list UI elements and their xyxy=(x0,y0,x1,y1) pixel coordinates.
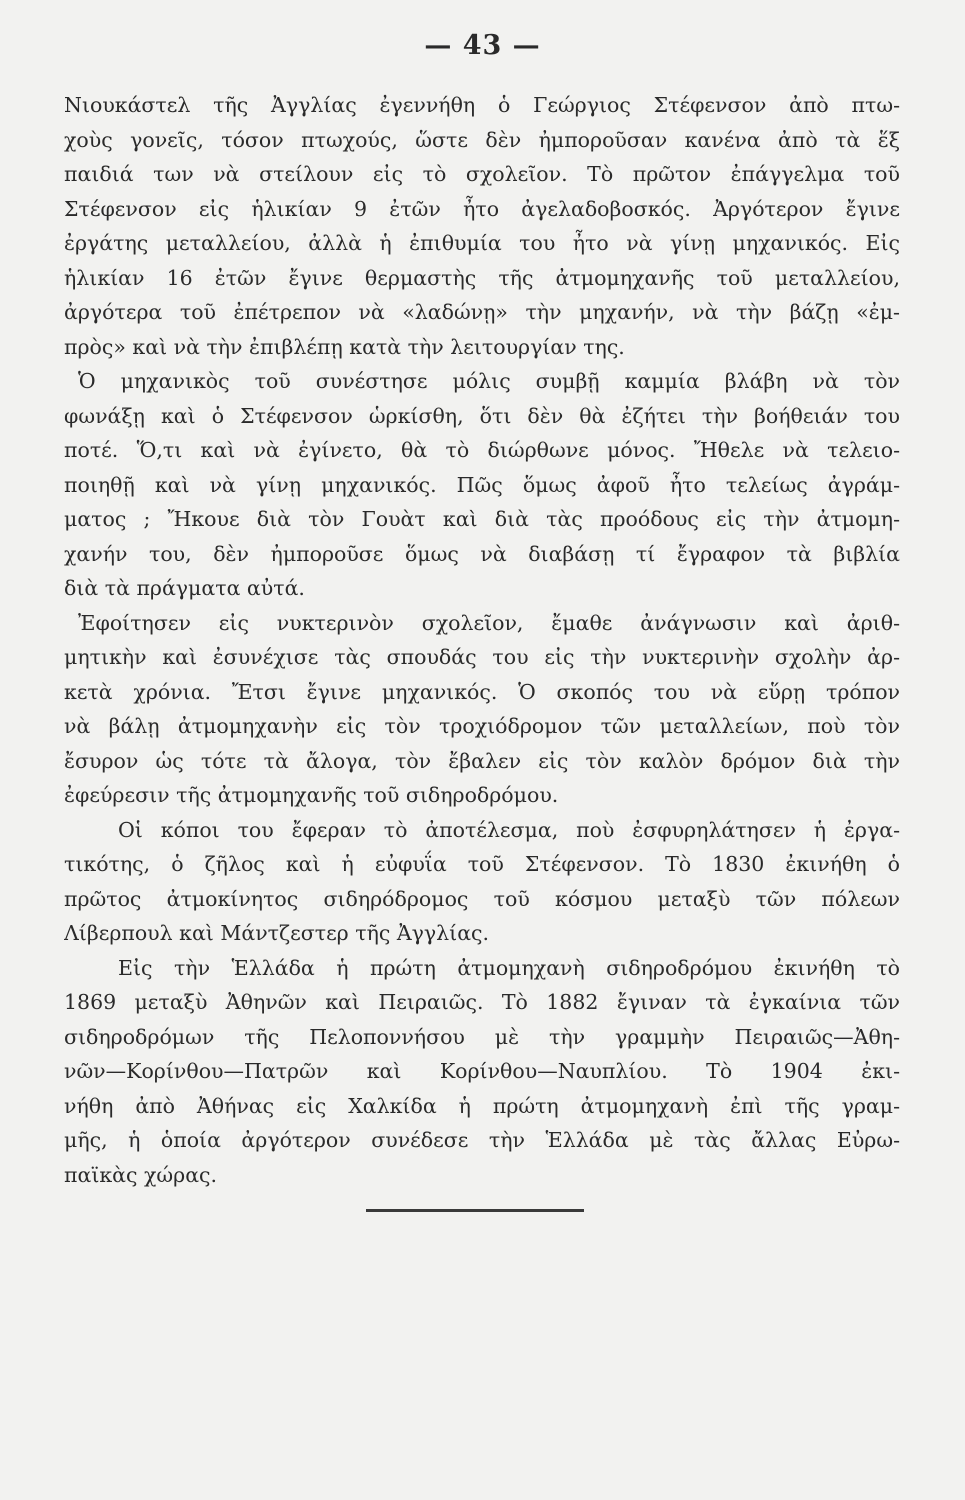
text-line: Στέφενσον εἰς ἡλικίαν 9 ἐτῶν ἦτο ἀγελαδοβοσκός. Ἀργότερον ἔγινε xyxy=(64,196,900,221)
text-line: ἡλικίαν 16 ἐτῶν ἔγινε θερμαστὴς τῆς ἀτμομηχανῆς τοῦ μεταλλείου, xyxy=(64,265,900,290)
text-line: ἔσυρον ὡς τότε τὰ ἄλογα, τὸν ἔβαλεν εἰς τὸν καλὸν δρόμον διὰ τὴν xyxy=(64,748,900,773)
text-line: χοὺς γονεῖς, τόσον πτωχούς, ὥστε δὲν ἠμποροῦσαν κανένα ἀπὸ τὰ ἕξ xyxy=(64,127,900,152)
text-line: πρὸς» καὶ νὰ τὴν ἐπιβλέπῃ κατὰ τὴν λειτουργίαν της. xyxy=(64,334,625,359)
text-line: ἐφεύρεσιν τῆς ἀτμομηχανῆς τοῦ σιδηροδρόμου. xyxy=(64,783,559,807)
text-line: ἐργάτης μεταλλείου, ἀλλὰ ἡ ἐπιθυμία του ἦτο νὰ γίνῃ μηχανικός. Εἰς xyxy=(64,231,900,255)
text-line: νήθη ἀπὸ Ἀθήνας εἰς Χαλκίδα ἡ πρώτη ἀτμομηχανὴ ἐπὶ τῆς γραμ- xyxy=(64,1093,900,1118)
text-line: Οἱ κόποι του ἔφεραν τὸ ἀποτέλεσμα, ποὺ ἐσφυρηλάτησεν ἡ ἐργα- xyxy=(118,817,900,842)
text-line: μητικὴν καὶ ἐσυνέχισε τὰς σπουδάς του εἰς τὴν νυκτερινὴν σχολὴν ἀρ- xyxy=(64,645,900,669)
text-line: ποτέ. Ὅ,τι καὶ νὰ ἐγίνετο, θὰ τὸ διώρθωνε μόνος. Ἤθελε νὰ τελειο- xyxy=(64,438,900,462)
text-line: πρῶτος ἀτμοκίνητος σιδηρόδρομος τοῦ κόσμου μεταξὺ τῶν πόλεων xyxy=(64,886,900,911)
text-line: Ἐφοίτησεν εἰς νυκτερινὸν σχολεῖον, ἔμαθε ἀνάγνωσιν καὶ ἀριθ- xyxy=(78,610,900,635)
end-divider xyxy=(366,1209,584,1212)
text-line: Ὁ μηχανικὸς τοῦ συνέστησε μόλις συμβῇ καμμία βλάβη νὰ τὸν xyxy=(78,369,900,393)
text-line: παιδιά των νὰ στείλουν εἰς τὸ σχολεῖον. Τὸ πρῶτον ἐπάγγελμα τοῦ xyxy=(64,162,900,186)
text-line: τικότης, ὁ ζῆλος καὶ ἡ εὐφυΐα τοῦ Στέφενσον. Τὸ 1830 ἐκινήθη ὁ xyxy=(64,852,900,876)
text-line: διὰ τὰ πράγματα αὐτά. xyxy=(64,576,305,600)
text-line: Εἰς τὴν Ἑλλάδα ἡ πρώτη ἀτμομηχανὴ σιδηροδρόμου ἐκινήθη τὸ xyxy=(118,955,900,980)
text-line: φωνάξῃ καὶ ὁ Στέφενσον ὡρκίσθη, ὅτι δὲν θὰ ἐζήτει τὴν βοήθειάν του xyxy=(64,403,900,428)
page-number: — 43 — xyxy=(424,30,541,61)
text-line: μῆς, ἡ ὁποία ἀργότερον συνέδεσε τὴν Ἑλλάδα μὲ τὰς ἄλλας Εὐρω- xyxy=(64,1128,900,1152)
text-line: ποιηθῇ καὶ νὰ γίνῃ μηχανικός. Πῶς ὅμως ἀφοῦ ἦτο τελείως ἀγράμ- xyxy=(64,472,900,497)
text-line: νῶν—Κορίνθου—Πατρῶν καὶ Κορίνθου—Ναυπλίου. Τὸ 1904 ἐκι- xyxy=(64,1059,900,1083)
text-line: χανήν του, δὲν ἠμποροῦσε ὅμως νὰ διαβάσῃ τί ἔγραφον τὰ βιβλία xyxy=(64,541,900,566)
text-line: ἀργότερα τοῦ ἐπέτρεπον νὰ «λαδώνῃ» τὴν μηχανήν, νὰ τὴν βάζῃ «ἐμ- xyxy=(64,300,900,324)
text-line: νὰ βάλῃ ἀτμομηχανὴν εἰς τὸν τροχιόδρομον τῶν μεταλλείων, ποὺ τὸν xyxy=(64,714,900,738)
body-text xyxy=(64,88,900,1192)
text-line: 1869 μεταξὺ Ἀθηνῶν καὶ Πειραιῶς. Τὸ 1882 ἔγιναν τὰ ἐγκαίνια τῶν xyxy=(64,990,900,1014)
text-line: Νιουκάστελ τῆς Ἀγγλίας ἐγεννήθη ὁ Γεώργιος Στέφενσον ἀπὸ πτω- xyxy=(64,93,900,117)
text-line: κετὰ χρόνια. Ἔτσι ἔγινε μηχανικός. Ὁ σκοπός του νὰ εὕρῃ τρόπον xyxy=(64,679,900,704)
text-line: σιδηροδρόμων τῆς Πελοποννήσου μὲ τὴν γραμμὴν Πειραιῶς—Ἀθη- xyxy=(64,1024,900,1049)
text-line: Λίβερπουλ καὶ Μάντζεστερ τῆς Ἀγγλίας. xyxy=(64,921,490,945)
text-line: ματος ; Ἤκουε διὰ τὸν Γουὰτ καὶ διὰ τὰς προόδους εἰς τὴν ἀτμομη- xyxy=(64,507,900,531)
text-line: παϊκὰς χώρας. xyxy=(64,1162,218,1187)
